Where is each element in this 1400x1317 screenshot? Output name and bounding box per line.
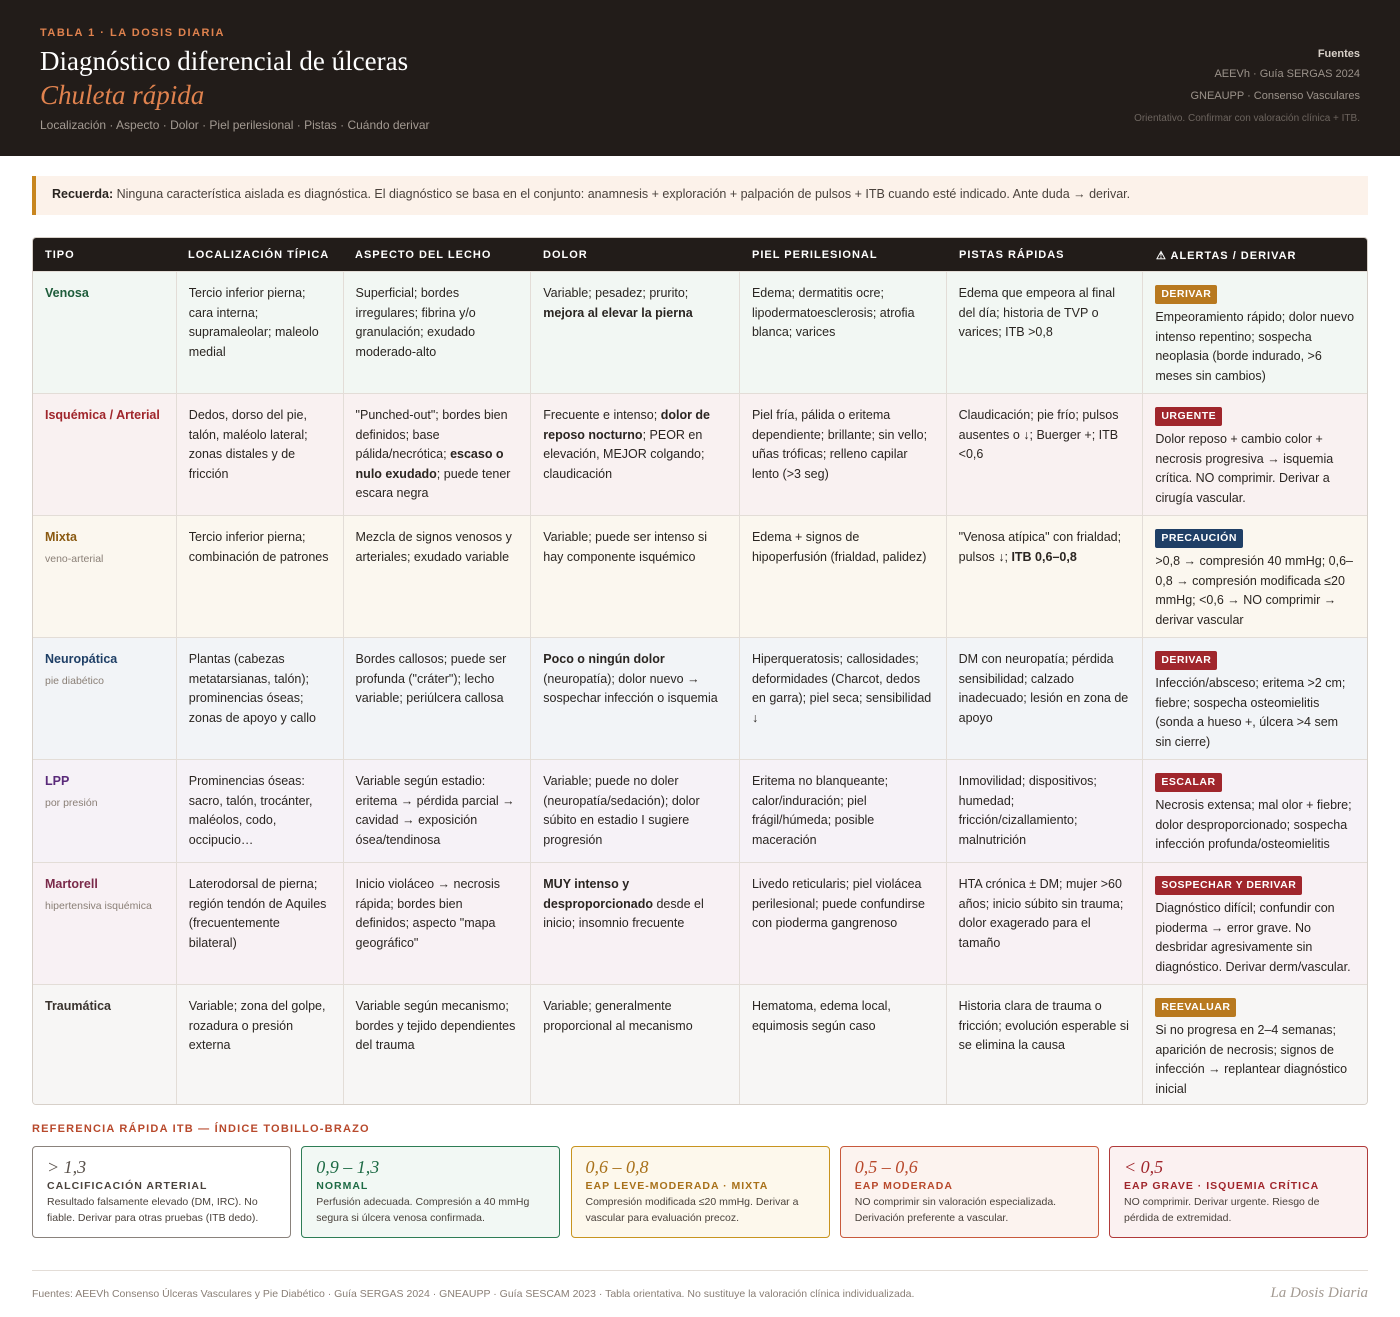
cell-pistas: Edema que empeora al final del día; historia de TVP o varices; ITB >0,8 [946, 272, 1143, 393]
cell-alerta [1142, 760, 1367, 862]
cell-localizacion: Tercio inferior pierna; combinación de patrones [176, 516, 343, 637]
cell-dolor: Variable; puede ser intenso si hay componente isquémico [530, 516, 739, 637]
cell-dolor: Variable; puede no doler (neuropatía/sedación); dolor súbito en estadio I sugiere progresión [530, 760, 739, 862]
cell-pistas: Claudicación; pie frío; pulsos ausentes o ↓; Buerger +; ITB <0,6 [946, 394, 1143, 515]
cell-aspecto: Mezcla de signos venosos y arteriales; exudado variable [343, 516, 531, 637]
column-header: PISTAS RÁPIDAS [959, 249, 1065, 261]
cell-localizacion: Laterodorsal de pierna; región tendón de Aquiles (frecuentemente bilateral) [176, 863, 343, 984]
column-header: PIEL PERILESIONAL [752, 249, 878, 261]
table-row [33, 515, 1367, 637]
sources-heading: Fuentes [1317, 48, 1360, 60]
itb-card [840, 1146, 1099, 1238]
cell-localizacion: Plantas (cabezas metatarsianas, talón); prominencias óseas; zonas de apoyo y callo [176, 638, 343, 759]
cell-tipo [33, 272, 176, 393]
alert-text: Empeoramiento rápido; dolor nuevo intenso repentino; sospecha neoplasia (borde indurado, >6 meses sin cambios) [1155, 310, 1355, 383]
alert-badge: DERIVAR [1155, 285, 1217, 304]
reminder-text: Ninguna característica aislada es diagnóstica. El diagnóstico se basa en el conjunto: anamnesis + exploración + palpación de pulsos + ITB cuando esté indicado. Ante duda → derivar. [113, 187, 1131, 201]
itb-card [32, 1146, 291, 1238]
itb-label: EAP LEVE-MODERADA · MIXTA [585, 1180, 769, 1192]
itb-range: < 0,5 [1124, 1157, 1164, 1177]
ulcer-type: Venosa [45, 286, 89, 300]
itb-label: EAP MODERADA [854, 1180, 953, 1192]
table-row [33, 637, 1367, 759]
ulcer-type: Traumática [45, 999, 112, 1013]
cell-dolor: Variable; generalmente proporcional al mecanismo [530, 985, 739, 1105]
cell-pistas: Historia clara de trauma o fricción; evolución esperable si se elimina la causa [946, 985, 1143, 1105]
alert-text: Si no progresa en 2–4 semanas; aparición de necrosis; signos de infección → replantear diagnóstico inicial [1155, 1023, 1348, 1096]
page-title: Diagnóstico diferencial de úlceras [40, 46, 409, 76]
itb-range: 0,9 – 1,3 [316, 1157, 380, 1177]
cell-localizacion: Variable; zona del golpe, rozadura o presión externa [176, 985, 343, 1105]
itb-heading: REFERENCIA RÁPIDA ITB — ÍNDICE TOBILLO-BRAZO [32, 1123, 370, 1135]
cell-pistas: HTA crónica ± DM; mujer >60 años; inicio súbito sin trauma; dolor exagerado para el tamaño [946, 863, 1143, 984]
cell-dolor: Frecuente e intenso; dolor de reposo nocturno; PEOR en elevación, MEJOR colgando; claudicación [530, 394, 739, 515]
cell-piel: Livedo reticularis; piel violácea perilesional; puede confundirse con pioderma gangrenoso [739, 863, 946, 984]
cell-aspecto: Variable según estadio: eritema → pérdida parcial → cavidad → exposición ósea/tendinosa [343, 760, 531, 862]
table-body [33, 271, 1367, 1105]
alert-badge: PRECAUCIÓN [1155, 529, 1243, 548]
sources-line: AEEVh · Guía SERGAS 2024 [1214, 68, 1360, 80]
sources-line: GNEAUPP · Consenso Vasculares [1190, 90, 1360, 102]
itb-card [301, 1146, 560, 1238]
cell-aspecto: "Punched-out"; bordes bien definidos; base pálida/necrótica; escaso o nulo exudado; puede tener escara negra [343, 394, 531, 515]
column-header: LOCALIZACIÓN TÍPICA [188, 249, 330, 261]
itb-description: Resultado falsamente elevado (DM, IRC). No fiable. Derivar para otras pruebas (ITB dedo). [47, 1196, 259, 1224]
ulcer-subtype: veno-arterial [45, 552, 104, 565]
itb-label: CALCIFICACIÓN ARTERIAL [47, 1180, 208, 1192]
cell-tipo [33, 394, 176, 515]
cell-pistas: Inmovilidad; dispositivos; humedad; fricción/cizallamiento; malnutrición [946, 760, 1143, 862]
sources-note: Orientativo. Confirmar con valoración clínica + ITB. [1134, 113, 1360, 124]
cell-piel: Hiperqueratosis; callosidades; deformidades (Charcot, dedos en garra); piel seca; sensibilidad ↓ [739, 638, 946, 759]
table-row [33, 862, 1367, 984]
alert-badge: SOSPECHAR Y DERIVAR [1155, 876, 1302, 895]
cell-aspecto: Variable según mecanismo; bordes y tejido dependientes del trauma [343, 985, 531, 1105]
itb-description: NO comprimir sin valoración especializada. Derivación preferente a vascular. [854, 1196, 1057, 1224]
header-kicker: TABLA 1 · LA DOSIS DIARIA [40, 27, 225, 39]
footer-sources: Fuentes: AEEVh Consenso Úlceras Vasculares y Pie Diabético · Guía SERGAS 2024 · GNEAUPP · Guía SESCAM 2023 · Tabla orientativa. No sustituye la valoración clínica individualizada. [32, 1288, 915, 1300]
itb-description: Perfusión adecuada. Compresión a 40 mmHg segura si úlcera venosa confirmada. [316, 1196, 530, 1224]
cell-dolor: MUY intenso y desproporcionado desde el inicio; insomnio frecuente [530, 863, 739, 984]
alert-text: Diagnóstico difícil; confundir con pioderma → error grave. No desbridar agresivamente sin diagnóstico. Derivar derm/vascular. [1155, 901, 1351, 974]
reminder-note [32, 176, 1368, 215]
itb-description: Compresión modificada ≤20 mmHg. Derivar a vascular para evaluación precoz. [585, 1196, 799, 1224]
cell-pistas: DM con neuropatía; pérdida sensibilidad; calzado inadecuado; lesión en zona de apoyo [946, 638, 1143, 759]
ulcer-subtype: hipertensiva isquémica [45, 899, 152, 912]
ulcer-table [32, 237, 1368, 1105]
itb-card [1109, 1146, 1368, 1238]
itb-cards [32, 1146, 1368, 1238]
header-tags: Localización · Aspecto · Dolor · Piel perilesional · Pistas · Cuándo derivar [40, 118, 430, 132]
cell-aspecto: Superficial; bordes irregulares; fibrina y/o granulación; exudado moderado-alto [343, 272, 531, 393]
cell-tipo [33, 516, 176, 637]
page-subtitle: Chuleta rápida [40, 80, 205, 110]
cell-piel: Piel fría, pálida o eritema dependiente; brillante; sin vello; uñas tróficas; relleno capilar lento (>3 seg) [739, 394, 946, 515]
header [0, 0, 1400, 156]
column-header: ⚠ ALERTAS / DERIVAR [1156, 250, 1297, 262]
itb-range: > 1,3 [47, 1157, 87, 1177]
alert-text: Necrosis extensa; mal olor + fiebre; dolor desproporcionado; sospecha infección profunda/osteomielitis [1155, 798, 1352, 851]
itb-range: 0,5 – 0,6 [854, 1157, 918, 1177]
alert-badge: ESCALAR [1155, 773, 1221, 792]
cell-piel: Hematoma, edema local, equimosis según caso [739, 985, 946, 1105]
reminder-label: Recuerda: [52, 187, 114, 201]
cell-localizacion: Dedos, dorso del pie, talón, maléolo lateral; zonas distales y de fricción [176, 394, 343, 515]
cell-tipo [33, 760, 176, 862]
alert-text: Dolor reposo + cambio color + necrosis progresiva → isquemia crítica. NO comprimir. Derivar a cirugía vascular. [1155, 432, 1334, 505]
cell-alerta [1142, 863, 1367, 984]
alert-text: Infección/absceso; eritema >2 cm; fiebre; sospecha osteomielitis (sonda a hueso +, úlcera >4 sem sin cierre) [1155, 676, 1346, 749]
ulcer-type: Martorell [45, 877, 98, 891]
header-sources [1134, 48, 1360, 124]
cell-piel: Edema + signos de hipoperfusión (frialdad, palidez) [739, 516, 946, 637]
cell-aspecto: Bordes callosos; puede ser profunda ("cráter"); lecho variable; periúlcera callosa [343, 638, 531, 759]
itb-label: EAP GRAVE · ISQUEMIA CRÍTICA [1124, 1180, 1320, 1192]
alert-badge: URGENTE [1155, 407, 1222, 426]
table-row [33, 759, 1367, 862]
alert-badge: DERIVAR [1155, 651, 1217, 670]
cell-alerta [1142, 272, 1367, 393]
itb-label: NORMAL [316, 1180, 369, 1192]
cell-tipo [33, 985, 176, 1105]
table-header [33, 238, 1367, 271]
cell-piel: Edema; dermatitis ocre; lipodermatoesclerosis; atrofia blanca; varices [739, 272, 946, 393]
cell-tipo [33, 638, 176, 759]
cell-alerta [1142, 638, 1367, 759]
table-row [33, 984, 1367, 1105]
alert-badge: REEVALUAR [1155, 998, 1236, 1017]
table-row [33, 393, 1367, 515]
cell-localizacion: Prominencias óseas: sacro, talón, trocánter, maléolos, codo, occipucio… [176, 760, 343, 862]
ulcer-type: LPP [45, 774, 70, 788]
cell-dolor: Poco o ningún dolor (neuropatía); dolor nuevo → sospechar infección o isquemia [530, 638, 739, 759]
ulcer-subtype: pie diabético [45, 674, 104, 687]
cell-alerta [1142, 985, 1367, 1105]
ulcer-type: Isquémica / Arterial [45, 408, 160, 422]
ulcer-type: Neuropática [45, 652, 118, 666]
itb-range: 0,6 – 0,8 [585, 1157, 649, 1177]
itb-description: NO comprimir. Derivar urgente. Riesgo de pérdida de extremidad. [1124, 1196, 1320, 1224]
cell-tipo [33, 863, 176, 984]
cell-piel: Eritema no blanqueante; calor/induración; piel frágil/húmeda; posible maceración [739, 760, 946, 862]
column-header: ASPECTO DEL LECHO [355, 249, 492, 261]
cell-localizacion: Tercio inferior pierna; cara interna; supramaleolar; maleolo medial [176, 272, 343, 393]
ulcer-subtype: por presión [45, 796, 98, 809]
footer-divider [32, 1270, 1368, 1271]
cell-aspecto: Inicio violáceo → necrosis rápida; bordes bien definidos; aspecto "mapa geográfico" [343, 863, 531, 984]
column-header: TIPO [45, 249, 75, 261]
itb-card [571, 1146, 830, 1238]
cell-alerta [1142, 516, 1367, 637]
alert-text: >0,8 → compresión 40 mmHg; 0,6–0,8 → compresión modificada ≤20 mmHg; <0,6 → NO comprimir → derivar vascular [1155, 554, 1354, 627]
table-row [33, 271, 1367, 393]
column-header: DOLOR [543, 249, 588, 261]
ulcer-type: Mixta [45, 530, 77, 544]
cell-pistas: "Venosa atípica" con frialdad; pulsos ↓; ITB 0,6–0,8 [946, 516, 1143, 637]
footer-brand: La Dosis Diaria [1270, 1285, 1368, 1301]
cell-alerta [1142, 394, 1367, 515]
cell-dolor: Variable; pesadez; prurito; mejora al elevar la pierna [530, 272, 739, 393]
